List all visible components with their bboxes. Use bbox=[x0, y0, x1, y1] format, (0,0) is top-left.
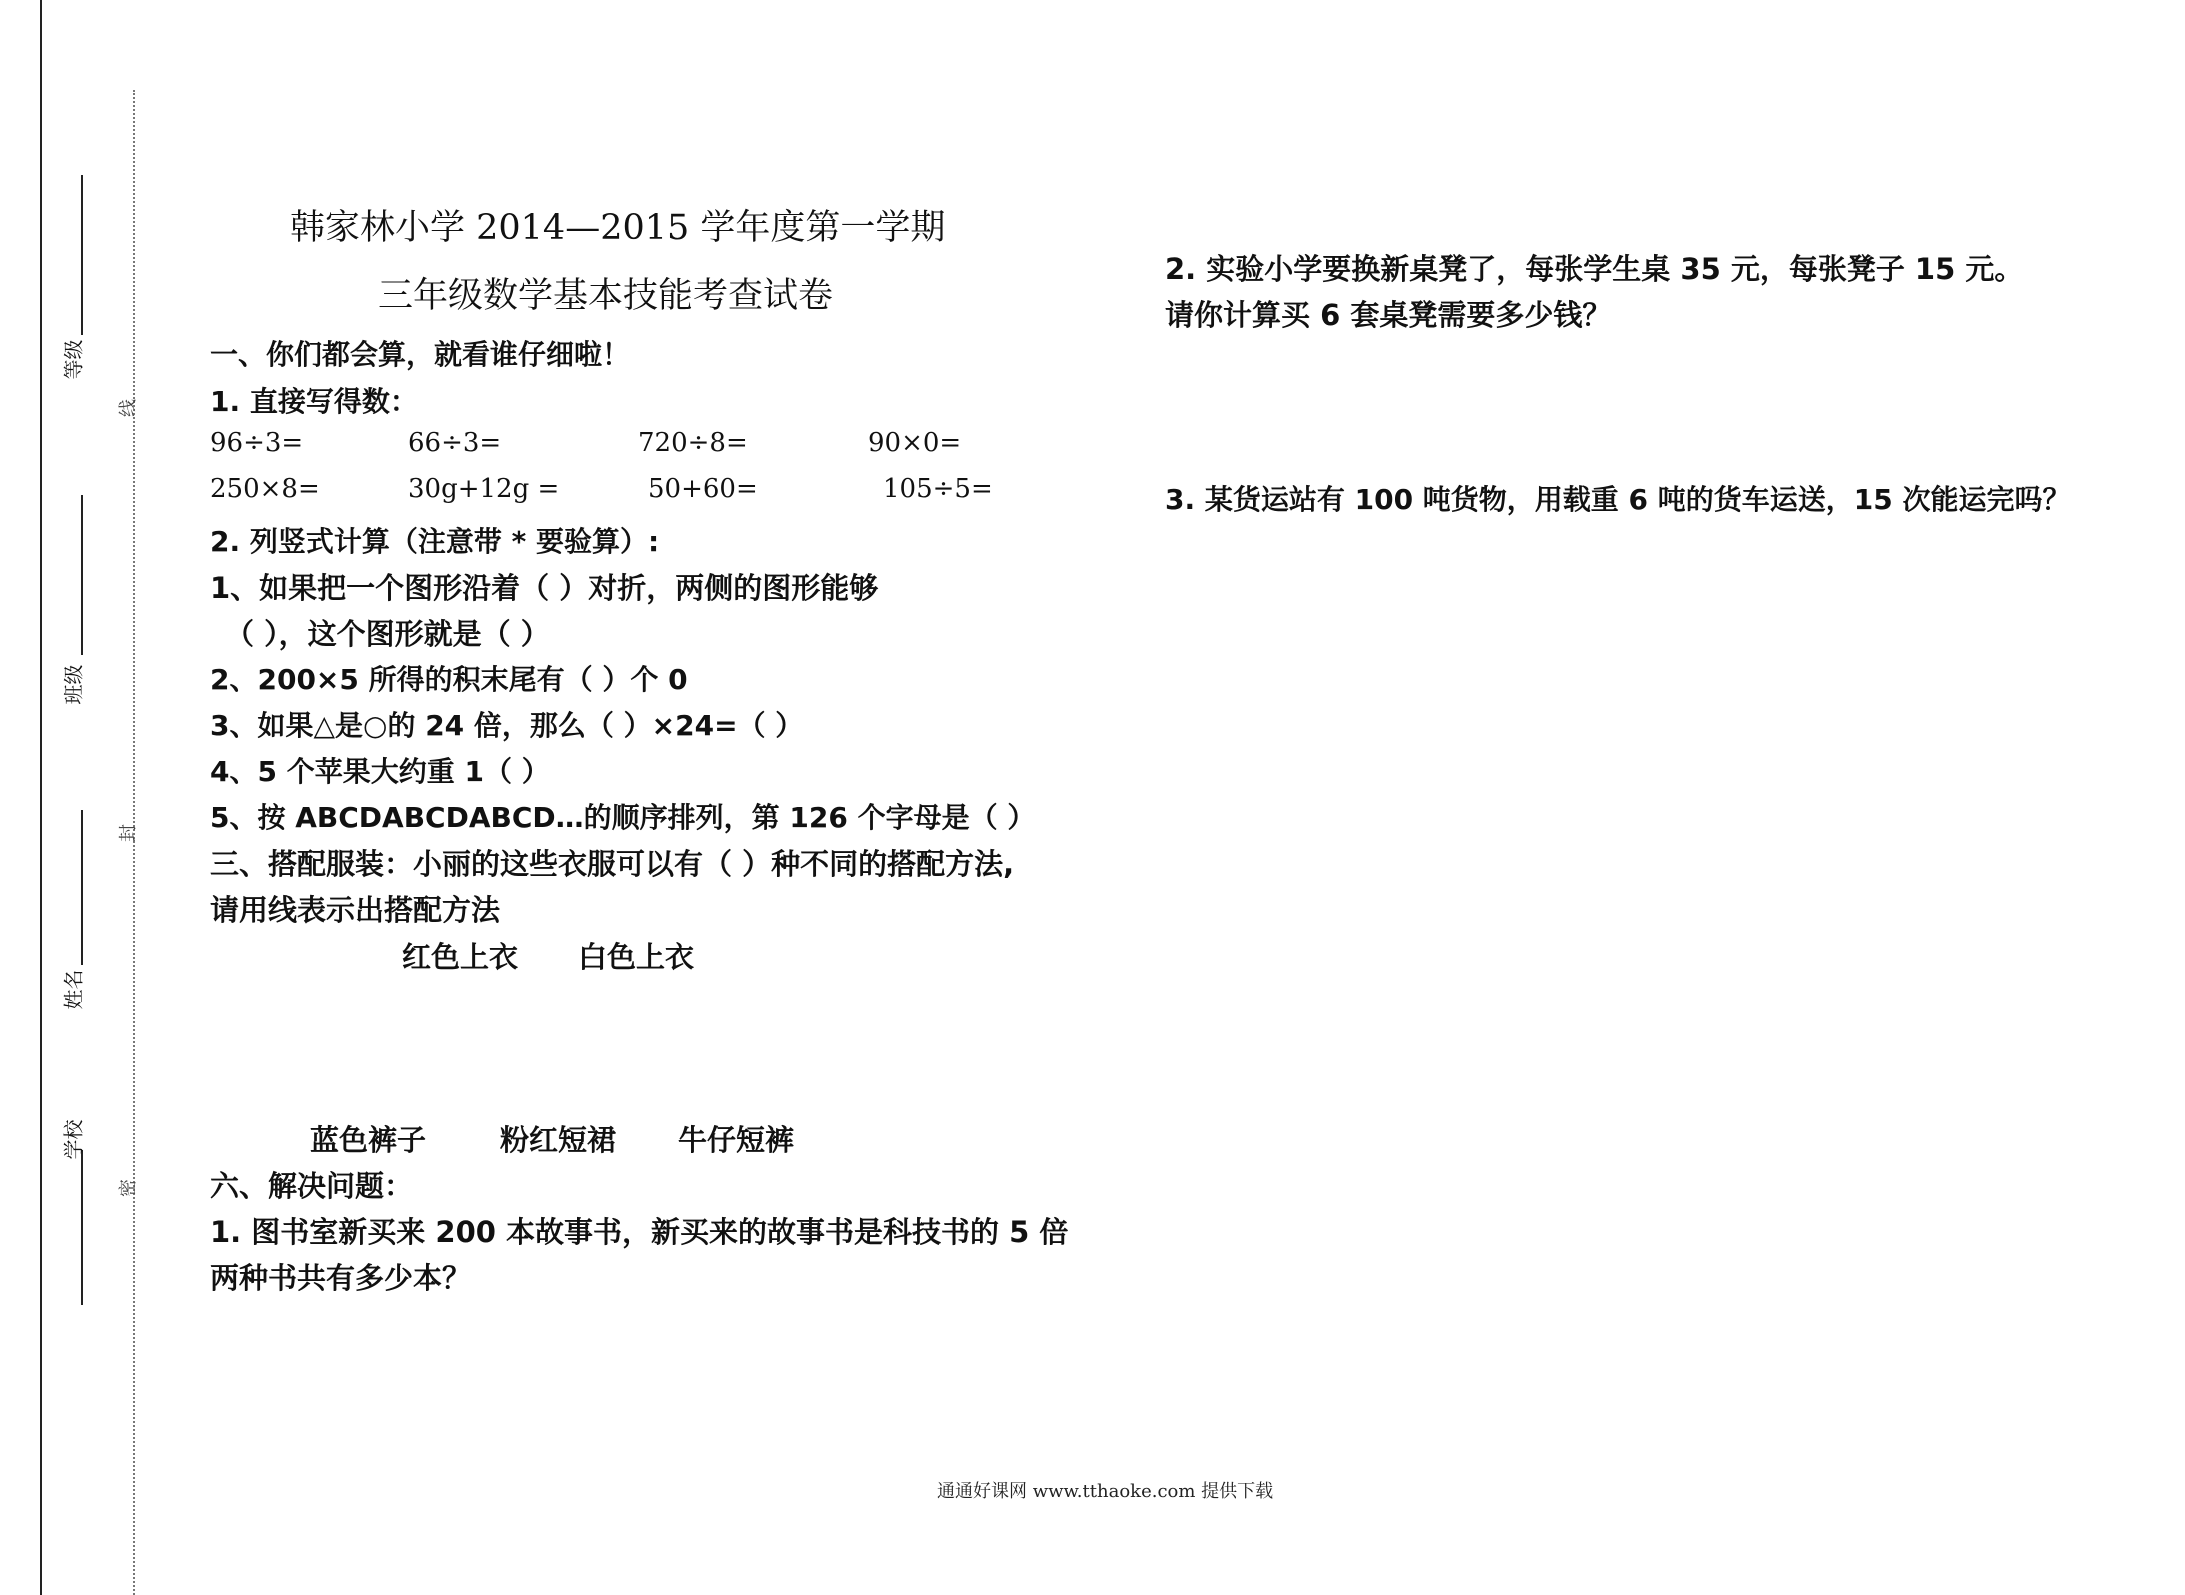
clothing-bottom-jeans: 牛仔短裤 bbox=[678, 1123, 795, 1157]
clothing-bottom-pink: 粉红短裙 bbox=[500, 1123, 617, 1157]
fill-item-5: 5、按 ABCDABCDABCD…的顺序排列，第 126 个字母是（ ） bbox=[210, 801, 1036, 834]
seal-mark-secret: 密 bbox=[118, 1179, 139, 1197]
seal-mark-seal: 封 bbox=[118, 824, 139, 842]
clothing-top-white: 白色上衣 bbox=[578, 940, 695, 974]
class-line bbox=[81, 495, 83, 655]
problem1-line2: 两种书共有多少本？ bbox=[210, 1261, 472, 1295]
section3-sub: 请用线表示出搭配方法 bbox=[210, 893, 501, 927]
exam-title-line2: 三年级数学基本技能考查试卷 bbox=[378, 276, 834, 316]
clothing-bottom-blue: 蓝色裤子 bbox=[310, 1123, 427, 1157]
problem2-line1: 2. 实验小学要换新桌凳了，每张学生桌 35 元，每张凳子 15 元。 bbox=[1165, 252, 2024, 286]
clothing-top-red: 红色上衣 bbox=[402, 940, 519, 974]
problem2-line2: 请你计算买 6 套桌凳需要多少钱？ bbox=[1165, 298, 1612, 332]
fill-item-3: 3、如果△是○的 24 倍，那么（ ）×24=（ ） bbox=[210, 709, 804, 742]
fill-item-4: 4、5 个苹果大约重 1（ ） bbox=[210, 755, 550, 788]
name-label: 姓名 bbox=[61, 969, 86, 1010]
calc-item: 720÷8= bbox=[638, 428, 748, 458]
calc-item: 105÷5= bbox=[883, 474, 993, 504]
left-border-line bbox=[40, 0, 42, 1595]
fill-item-1b: （ ），这个图形就是（ ） bbox=[225, 617, 550, 651]
exam-title-line1: 韩家林小学 2014—2015 学年度第一学期 bbox=[290, 208, 946, 248]
problem1-line1: 1. 图书室新买来 200 本故事书，新买来的故事书是科技书的 5 倍 bbox=[210, 1215, 1069, 1249]
q1-heading: 1. 直接写得数： bbox=[210, 385, 418, 418]
seal-mark-line: 线 bbox=[118, 399, 139, 417]
section1-heading: 一、你们都会算，就看谁仔细啦！ bbox=[210, 338, 631, 371]
section6-heading: 六、解决问题： bbox=[210, 1169, 414, 1203]
grade-line bbox=[81, 175, 83, 335]
fold-dotted-line bbox=[133, 90, 135, 1595]
q2-heading: 2. 列竖式计算（注意带 * 要验算）: bbox=[210, 525, 660, 558]
class-label: 班级 bbox=[61, 664, 86, 705]
fill-item-1a: 1、如果把一个图形沿着（ ）对折，两侧的图形能够 bbox=[210, 571, 879, 605]
name-line bbox=[81, 810, 83, 965]
school-line bbox=[81, 1150, 83, 1305]
calc-item: 90×0= bbox=[868, 428, 962, 458]
calc-item: 50+60= bbox=[648, 474, 758, 504]
school-label: 学校 bbox=[61, 1119, 86, 1160]
section3-heading: 三、搭配服装：小丽的这些衣服可以有（ ）种不同的搭配方法, bbox=[210, 847, 1015, 881]
problem3: 3. 某货运站有 100 吨货物，用载重 6 吨的货车运送，15 次能运完吗？ bbox=[1165, 483, 2071, 516]
footer-source: 通通好课网 www.tthaoke.com 提供下载 bbox=[937, 1481, 1274, 1502]
calc-item: 66÷3= bbox=[408, 428, 502, 458]
grade-label: 等级 bbox=[61, 339, 86, 380]
calc-item: 250×8= bbox=[210, 474, 320, 504]
calc-item: 30g+12g = bbox=[408, 474, 560, 504]
calc-item: 96÷3= bbox=[210, 428, 304, 458]
fill-item-2: 2、200×5 所得的积末尾有（ ）个 0 bbox=[210, 663, 688, 696]
